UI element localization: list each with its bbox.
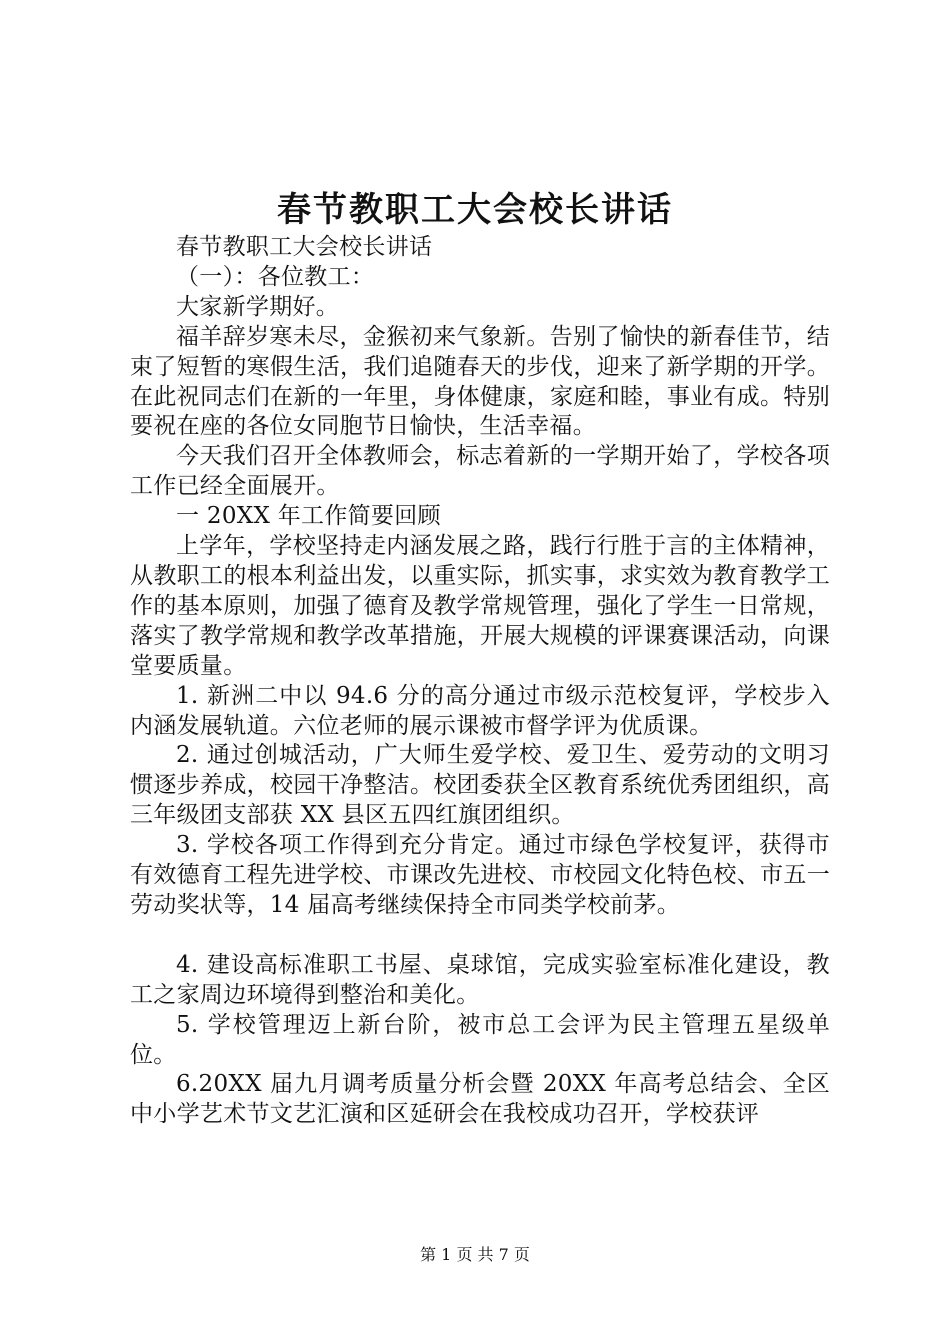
page-number-footer: 第 1 页 共 7 页 [420,1245,530,1264]
paragraph-item-3: 3. 学校各项工作得到充分肯定。通过市绿色学校复评，获得市有效德育工程先进学校、市课改先进校、市校园文化特色校、市五一劳动奖状等，14 届高考继续保持全市同类学校前茅。 [130,832,830,918]
paragraph-item-5: 5. 学校管理迈上新台阶，被市总工会评为民主管理五星级单位。 [130,1011,830,1068]
paragraph-item-4: 4. 建设高标准职工书屋、桌球馆，完成实验室标准化建设，教工之家周边环境得到整治和美化。 [130,951,830,1008]
paragraph-item-6: 6.20XX 届九月调考质量分析会暨 20XX 年高考总结会、全区中小学艺术节文艺汇演和区延研会在我校成功召开，学校获评 [130,1071,830,1128]
paragraph-review: 上学年，学校坚持走内涵发展之路，践行行胜于言的主体精神，从教职工的根本利益出发，以重实际，抓实事，求实效为教育教学工作的基本原则，加强了德育及教学常规管理，强化了学生一日常规，落实了教学常规和教学改革措施，开展大规模的评课赛课活动，向课堂要质量。 [130,533,830,679]
paragraph-new-year: 福羊辞岁寒未尽，金猴初来气象新。告别了愉快的新春佳节，结束了短暂的寒假生活，我们追随春天的步伐，迎来了新学期的开学。在此祝同志们在新的一年里，身体健康，家庭和睦，事业有成。特别要祝在座的各位女同胞节日愉快，生活幸福。 [130,323,830,440]
document-body [130,233,830,1130]
paragraph-heading: 春节教职工大会校长讲话 [176,234,433,260]
paragraph-item-2: 2. 通过创城活动，广大师生爱学校、爱卫生、爱劳动的文明习惯逐步养成，校园干净整洁。校团委获全区教育系统优秀团组织，高三年级团支部获 XX 县区五四红旗团组织。 [130,742,830,829]
paragraph-section-heading: 一 20XX 年工作简要回顾 [176,503,441,530]
paragraph-salutation: （一）：各位教工： [176,263,375,290]
paragraph-item-1: 1. 新洲二中以 94.6 分的高分通过市级示范校复评，学校步入内涵发展轨道。六位老师的展示课被市督学评为优质课。 [130,682,830,739]
paragraph-meeting: 今天我们召开全体教师会，标志着新的一学期开始了，学校各项工作已经全面展开。 [130,443,830,500]
paragraph-greeting: 大家新学期好。 [176,293,340,320]
document-title: 春节教职工大会校长讲话 [277,190,673,230]
